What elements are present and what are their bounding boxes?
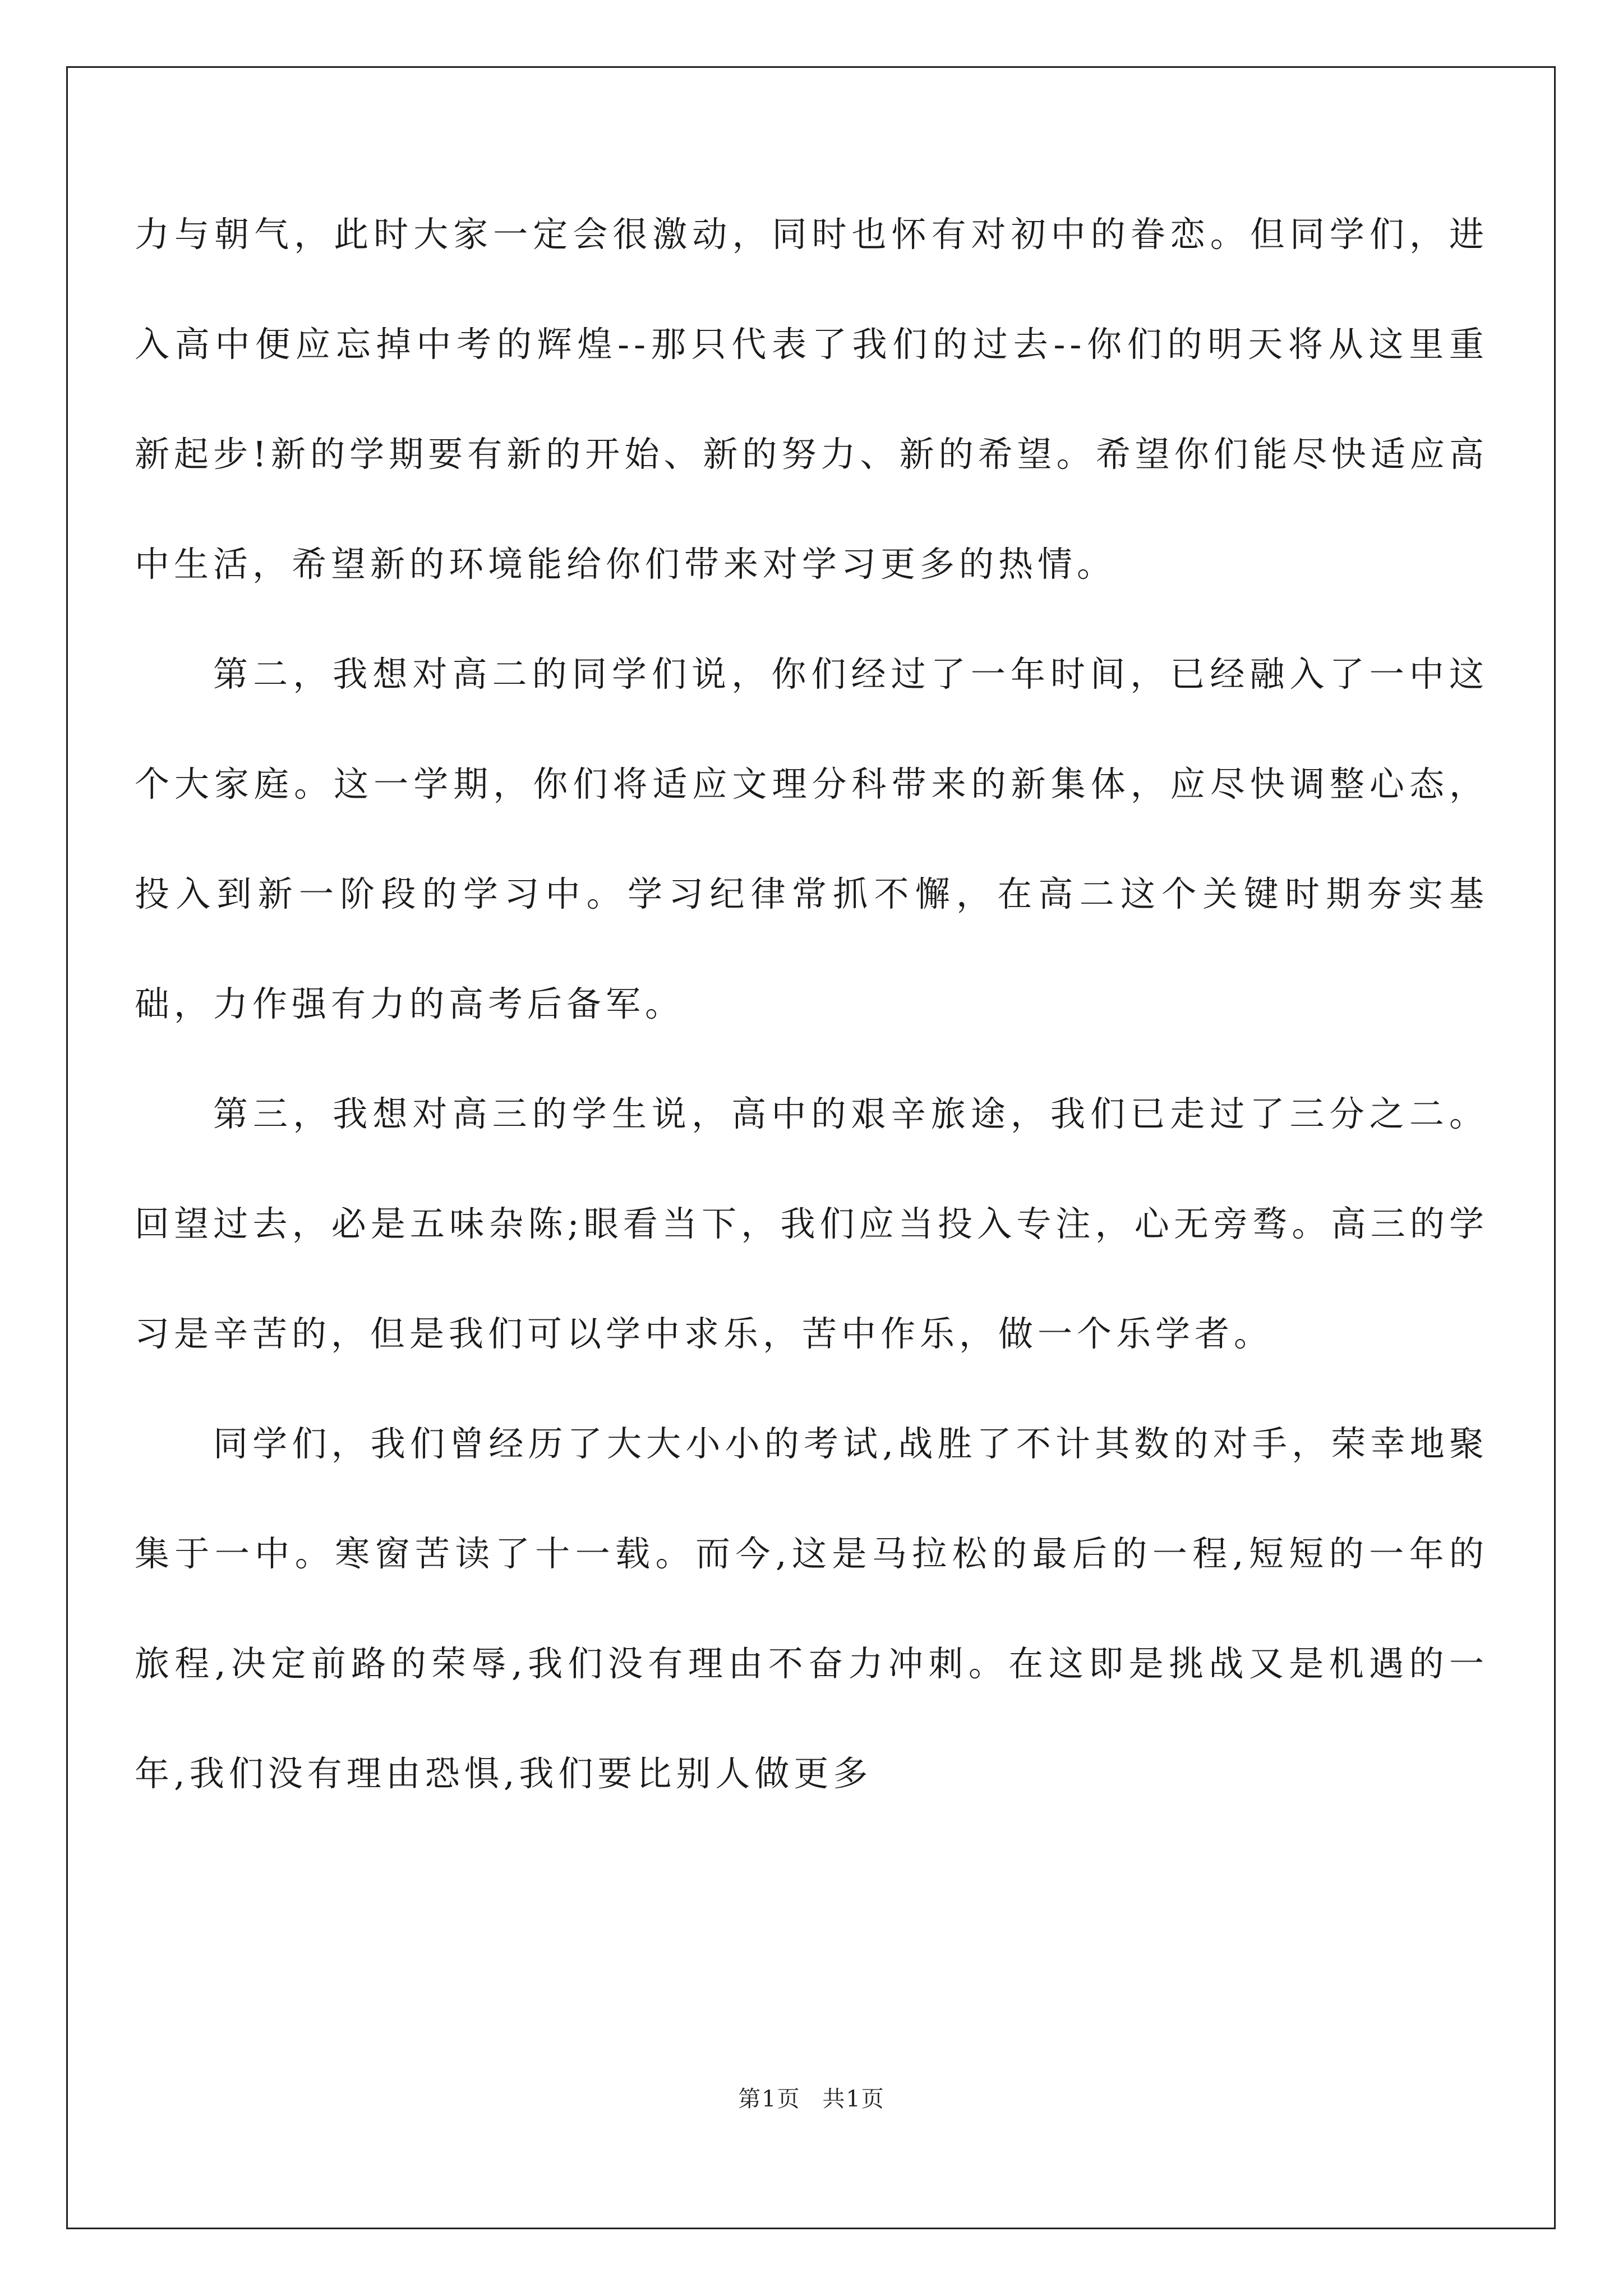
- page-number: 第1页: [738, 2086, 801, 2112]
- paragraph-4: 同学们，我们曾经历了大大小小的考试,战胜了不计其数的对手，荣幸地聚集于一中。寒窗苦读了十一载。而今,这是马拉松的最后的一程,短短的一年的旅程,决定前路的荣辱,我们没有理由不奋力冲刺。在这即是挑战又是机遇的一年,我们没有理由恐惧,我们要比别人做更多: [135, 1423, 1488, 1794]
- page-count: 共1页: [822, 2086, 885, 2112]
- paragraph-2: 第二，我想对高二的同学们说，你们经过了一年时间，已经融入了一中这个大家庭。这一学期，你们将适应文理分科带来的新集体，应尽快调整心态，投入到新一阶段的学习中。学习纪律常抓不懈，在高二这个关键时期夯实基础，力作强有力的高考后备军。: [135, 654, 1488, 1024]
- paragraph-1: 力与朝气，此时大家一定会很激动，同时也怀有对初中的眷恋。但同学们，进入高中便应忘掉中考的辉煌--那只代表了我们的过去--你们的明天将从这里重新起步!新的学期要有新的开始、新的努力、新的希望。希望你们能尽快适应高中生活，希望新的环境能给你们带来对学习更多的热情。: [135, 214, 1488, 585]
- document-body: [135, 180, 1488, 1829]
- paragraph-3: 第三，我想对高三的学生说，高中的艰辛旅途，我们已走过了三分之二。回望过去，必是五味杂陈;眼看当下，我们应当投入专注，心无旁骛。高三的学习是辛苦的，但是我们可以学中求乐，苦中作乐，做一个乐学者。: [135, 1093, 1488, 1354]
- page-footer: [0, 2081, 1623, 2113]
